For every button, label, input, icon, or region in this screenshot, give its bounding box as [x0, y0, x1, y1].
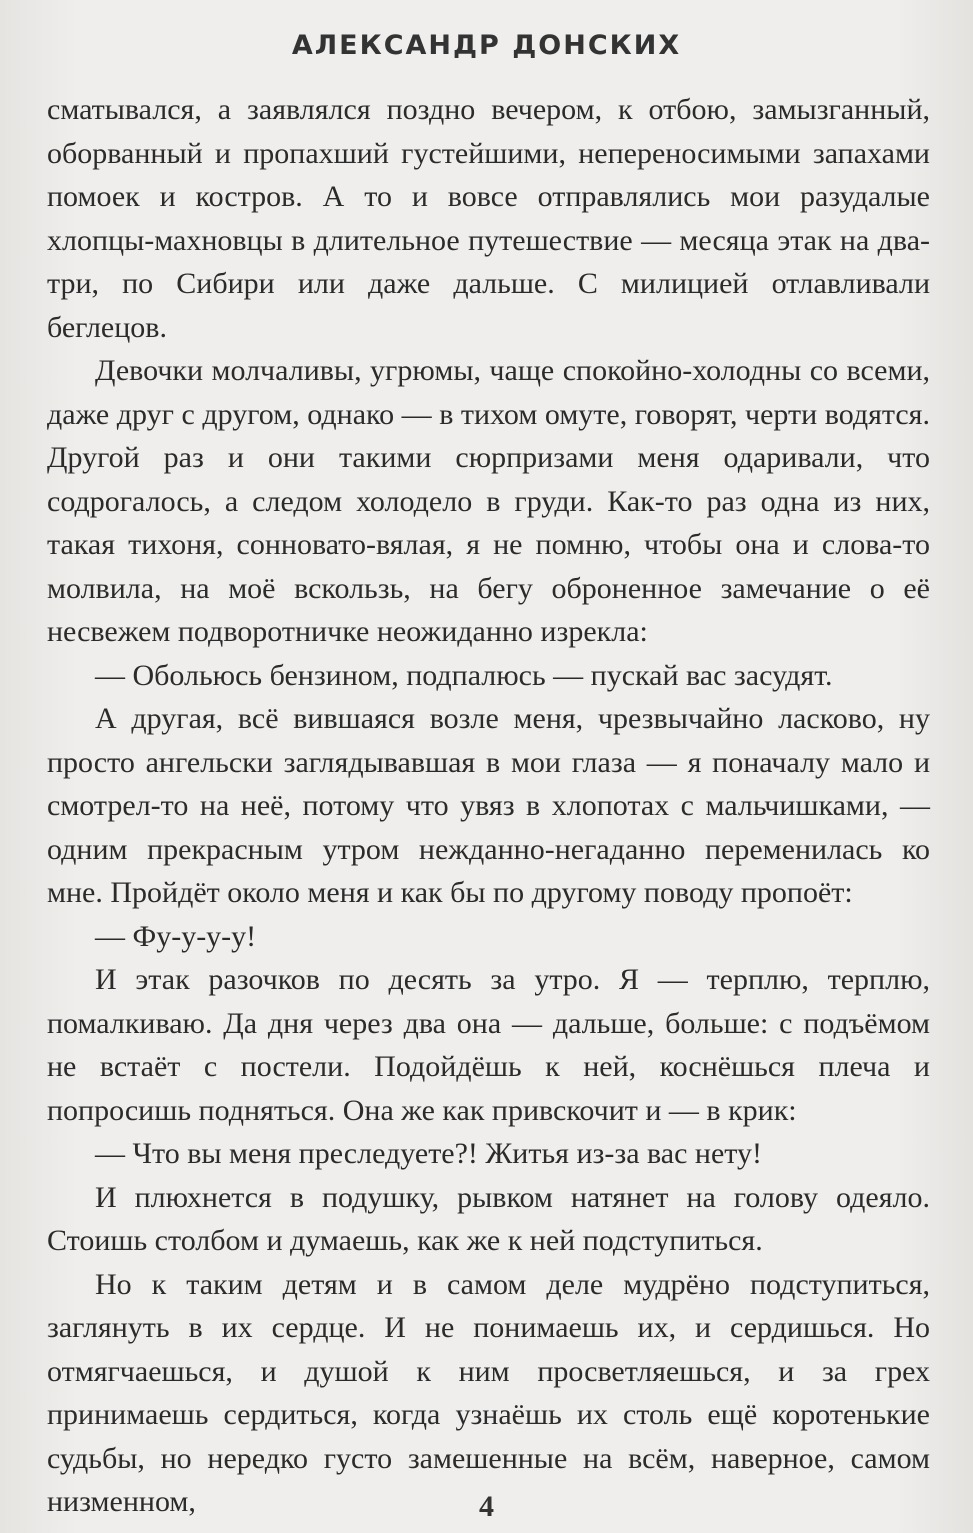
body-text — [47, 88, 930, 1524]
paragraph-4: А другая, всё вившаяся возле меня, чрезвычайно ласково, ну просто ангельски заглядывавшая в мои глаза — я поначалу мало и смотрел-то на неё, потому что увяз в хлопотах с мальчишками, — одним прекрасным утром нежданно-негаданно переменилась ко мне. Пройдёт около меня и как бы по другому поводу пропоёт: — [47, 702, 930, 909]
paragraph-7: — Что вы меня преследуете?! Житья из-за вас нету! — [95, 1137, 762, 1170]
paragraph-1: сматывался, а заявлялся поздно вечером, к отбою, замызганный, оборванный и пропахший густейшими, непереносимыми запахами помоек и костров. А то и вовсе отправлялись мои разудалые хлопцы-махновцы в длительное путешествие — месяца этак на два-три, по Сибири или даже дальше. С милицией отлавливали беглецов. — [47, 93, 930, 344]
paragraph-6: И этак разочков по десять за утро. Я — терплю, терплю, помалкиваю. Да дня через два она — дальше, больше: с подъёмом не встаёт с постели. Подойдёшь к ней, коснёшься плеча и попросишь подняться. Она же как привскочит и — в крик: — [47, 963, 930, 1127]
paragraph-2: Девочки молчаливы, угрюмы, чаще спокойно-холодны со всеми, даже друг с другом, однако — в тихом омуте, говорят, черти водятся. Другой раз и они такими сюрпризами меня одаривали, что содрогалось, а следом холодело в груди. Как-то раз одна из них, такая тихоня, сонновато-вялая, я не помню, чтобы она и слова-то молвила, на моё вскользь, на бегу оброненное замечание о её несвежем подворотничке неожиданно изрекла: — [47, 354, 930, 648]
paragraph-5: — Фу-у-у-у! — [95, 919, 257, 953]
page-number: 4 — [479, 1490, 494, 1523]
paragraph-8: И плюхнется в подушку, рывком натянет на голову одеяло. Стоишь столбом и думаешь, как же к ней подступиться. — [47, 1180, 930, 1257]
running-head: АЛЕКСАНДР ДОНСКИХ — [291, 30, 682, 61]
paragraph-9: Но к таким детям и в самом деле мудрёно подступиться, заглянуть в их сердце. И не понимаешь их, и сердишься. Но отмягчаешься, и душой к ним просветляешься, и за грех принимаешь сердиться, когда узнаёшь их столь ещё коротенькие судьбы, но нередко густо замешенные на всём, наверное, самом низменном, — [47, 1267, 930, 1518]
paragraph-3: — Обольюсь бензином, подпалюсь — пускай вас засудят. — [95, 658, 833, 692]
